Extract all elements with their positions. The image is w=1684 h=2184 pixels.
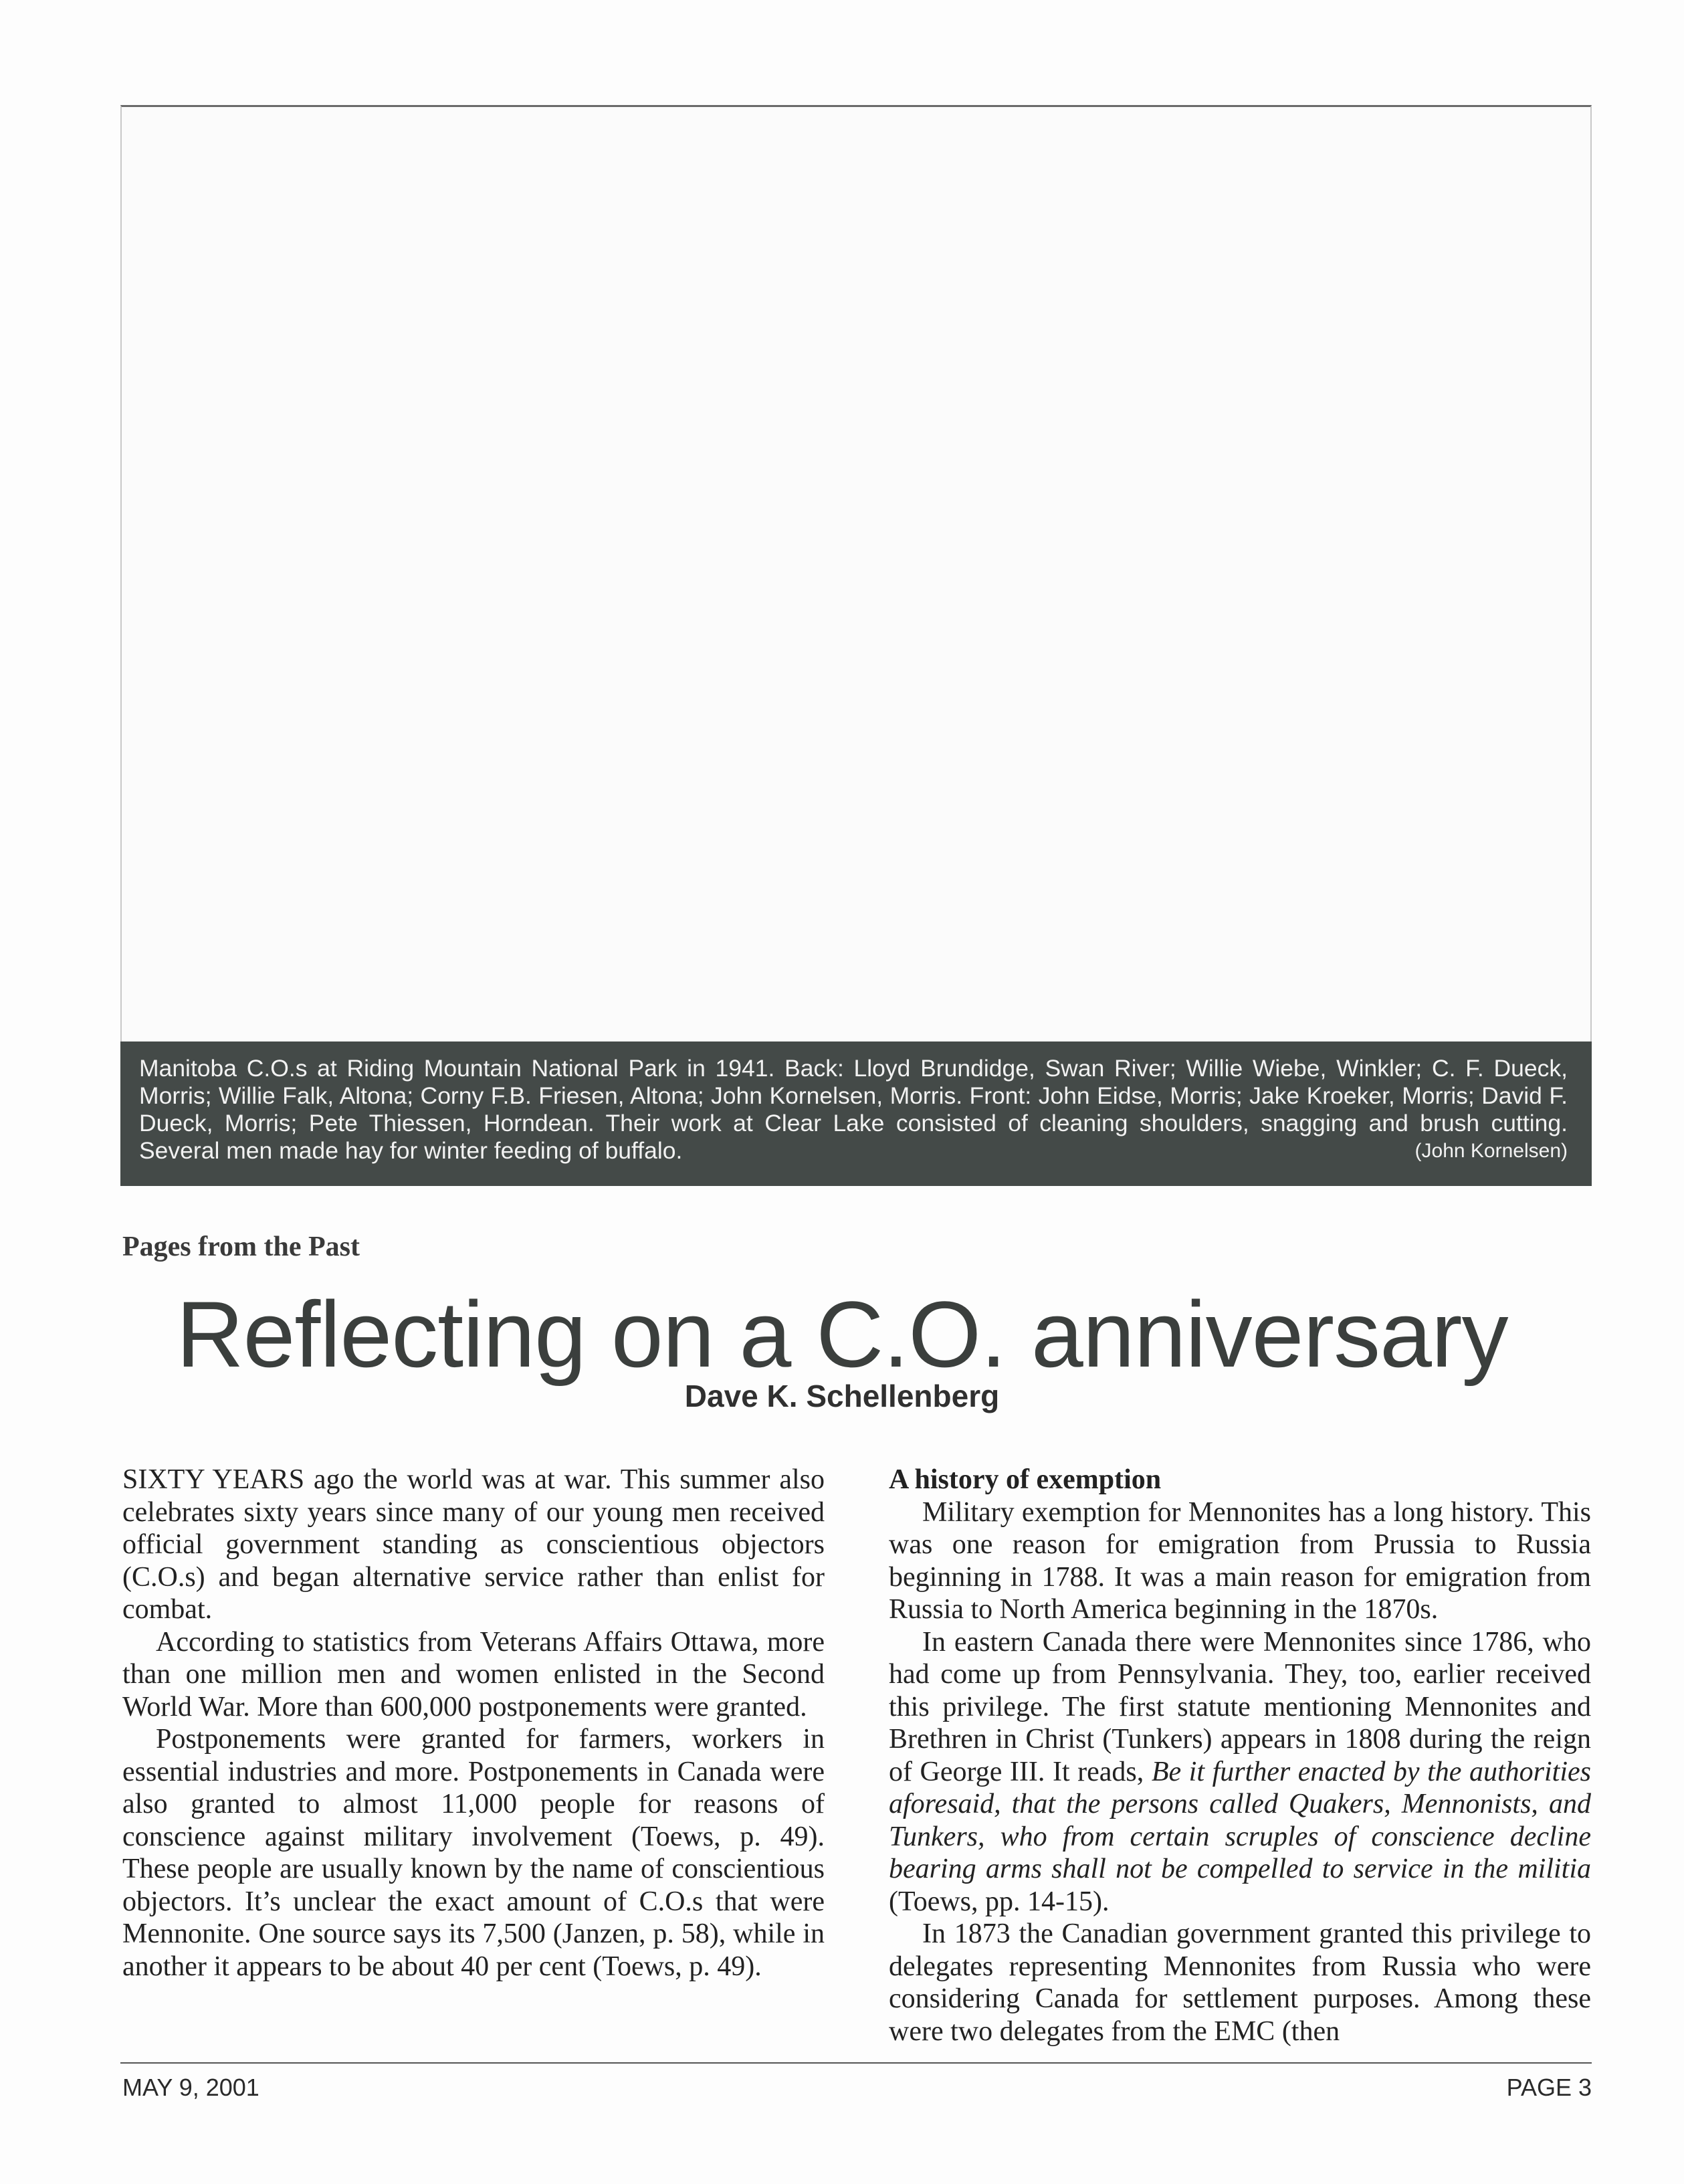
photo-credit: (John Kornelsen) <box>1414 1140 1568 1162</box>
footer-date: MAY 9, 2001 <box>122 2074 259 2101</box>
article-column-left <box>122 1464 825 1983</box>
statute-quote: Be it further enacted by the authorities aforesaid, that the persons called Quakers, Mennonists, and Tunkers, who from certain scruples of conscience decline bearing arms shall not be compelled to service in the militia <box>889 1756 1591 1884</box>
quote-citation: (Toews, pp. 14-15). <box>889 1886 1110 1917</box>
paragraph: According to statistics from Veterans Affairs Ottawa, more than one million men and women enlisted in the Second World War. More than 600,000 postponements were granted. <box>122 1626 825 1722</box>
paragraph: In 1873 the Canadian government granted this privilege to delegates representing Mennonites from Russia who were considering Canada for settlement purposes. Among these were two delegates from the EMC (then <box>889 1918 1591 2047</box>
caption-text: Manitoba C.O.s at Riding Mountain National Park in 1941. Back: Lloyd Brundidge, Swan River; Willie Wiebe, Winkler; C. F. Dueck, Morris; Willie Falk, Altona; Corny F.B. Friesen, Altona; John Kornelsen, Morris. Front: John Eidse, Morris; Jake Kroeker, Morris; David F. Dueck, Morris; Pete Thiessen, Horndean. Their work at Clear Lake consisted of cleaning shoulders, snagging and brush cutting. Several men made hay for winter feeding of buffalo. <box>139 1055 1568 1164</box>
headline: Reflecting on a C.O. anniversary <box>176 1282 1508 1387</box>
section-label: Pages from the Past <box>122 1231 360 1262</box>
paragraph <box>889 1626 1591 1918</box>
byline: Dave K. Schellenberg <box>684 1379 1000 1413</box>
paragraph: SIXTY YEARS ago the world was at war. This summer also celebrates sixty years since many of our young men received official government standing as conscientious objectors (C.O.s) and began alternative service rather than enlist for combat. <box>122 1464 825 1625</box>
paragraph: Postponements were granted for farmers, workers in essential industries and more. Postponements in Canada were also granted to almost 11,000 people for reasons of conscience against military involvement (Toews, p. 49). These people are usually known by the name of conscientious objectors. It’s unclear the exact amount of C.O.s that were Mennonite. One source says its 7,500 (Janzen, p. 58), while in another it appears to be about 40 per cent (Toews, p. 49). <box>122 1724 825 1982</box>
article-column-right <box>889 1464 1591 2048</box>
photo <box>120 105 1592 1041</box>
footer-page-number: PAGE 3 <box>1506 2074 1592 2101</box>
subhead: A history of exemption <box>889 1464 1162 1495</box>
paragraph: Military exemption for Mennonites has a long history. This was one reason for emigration from Prussia to Russia beginning in 1788. It was a main reason for emigration from Russia to North America beginning in the 1870s. <box>889 1496 1591 1625</box>
quote-intro: In eastern Canada there were Mennonites since 1786, who had come up from Pennsylvania. They, too, earlier received this privilege. The first statute mentioning Mennonites and Brethren in Christ (Tunkers) appears in 1808 during the reign of George III. It reads, <box>889 1626 1591 1787</box>
footer-rule <box>120 2062 1592 2064</box>
photo-caption <box>120 1041 1592 1186</box>
